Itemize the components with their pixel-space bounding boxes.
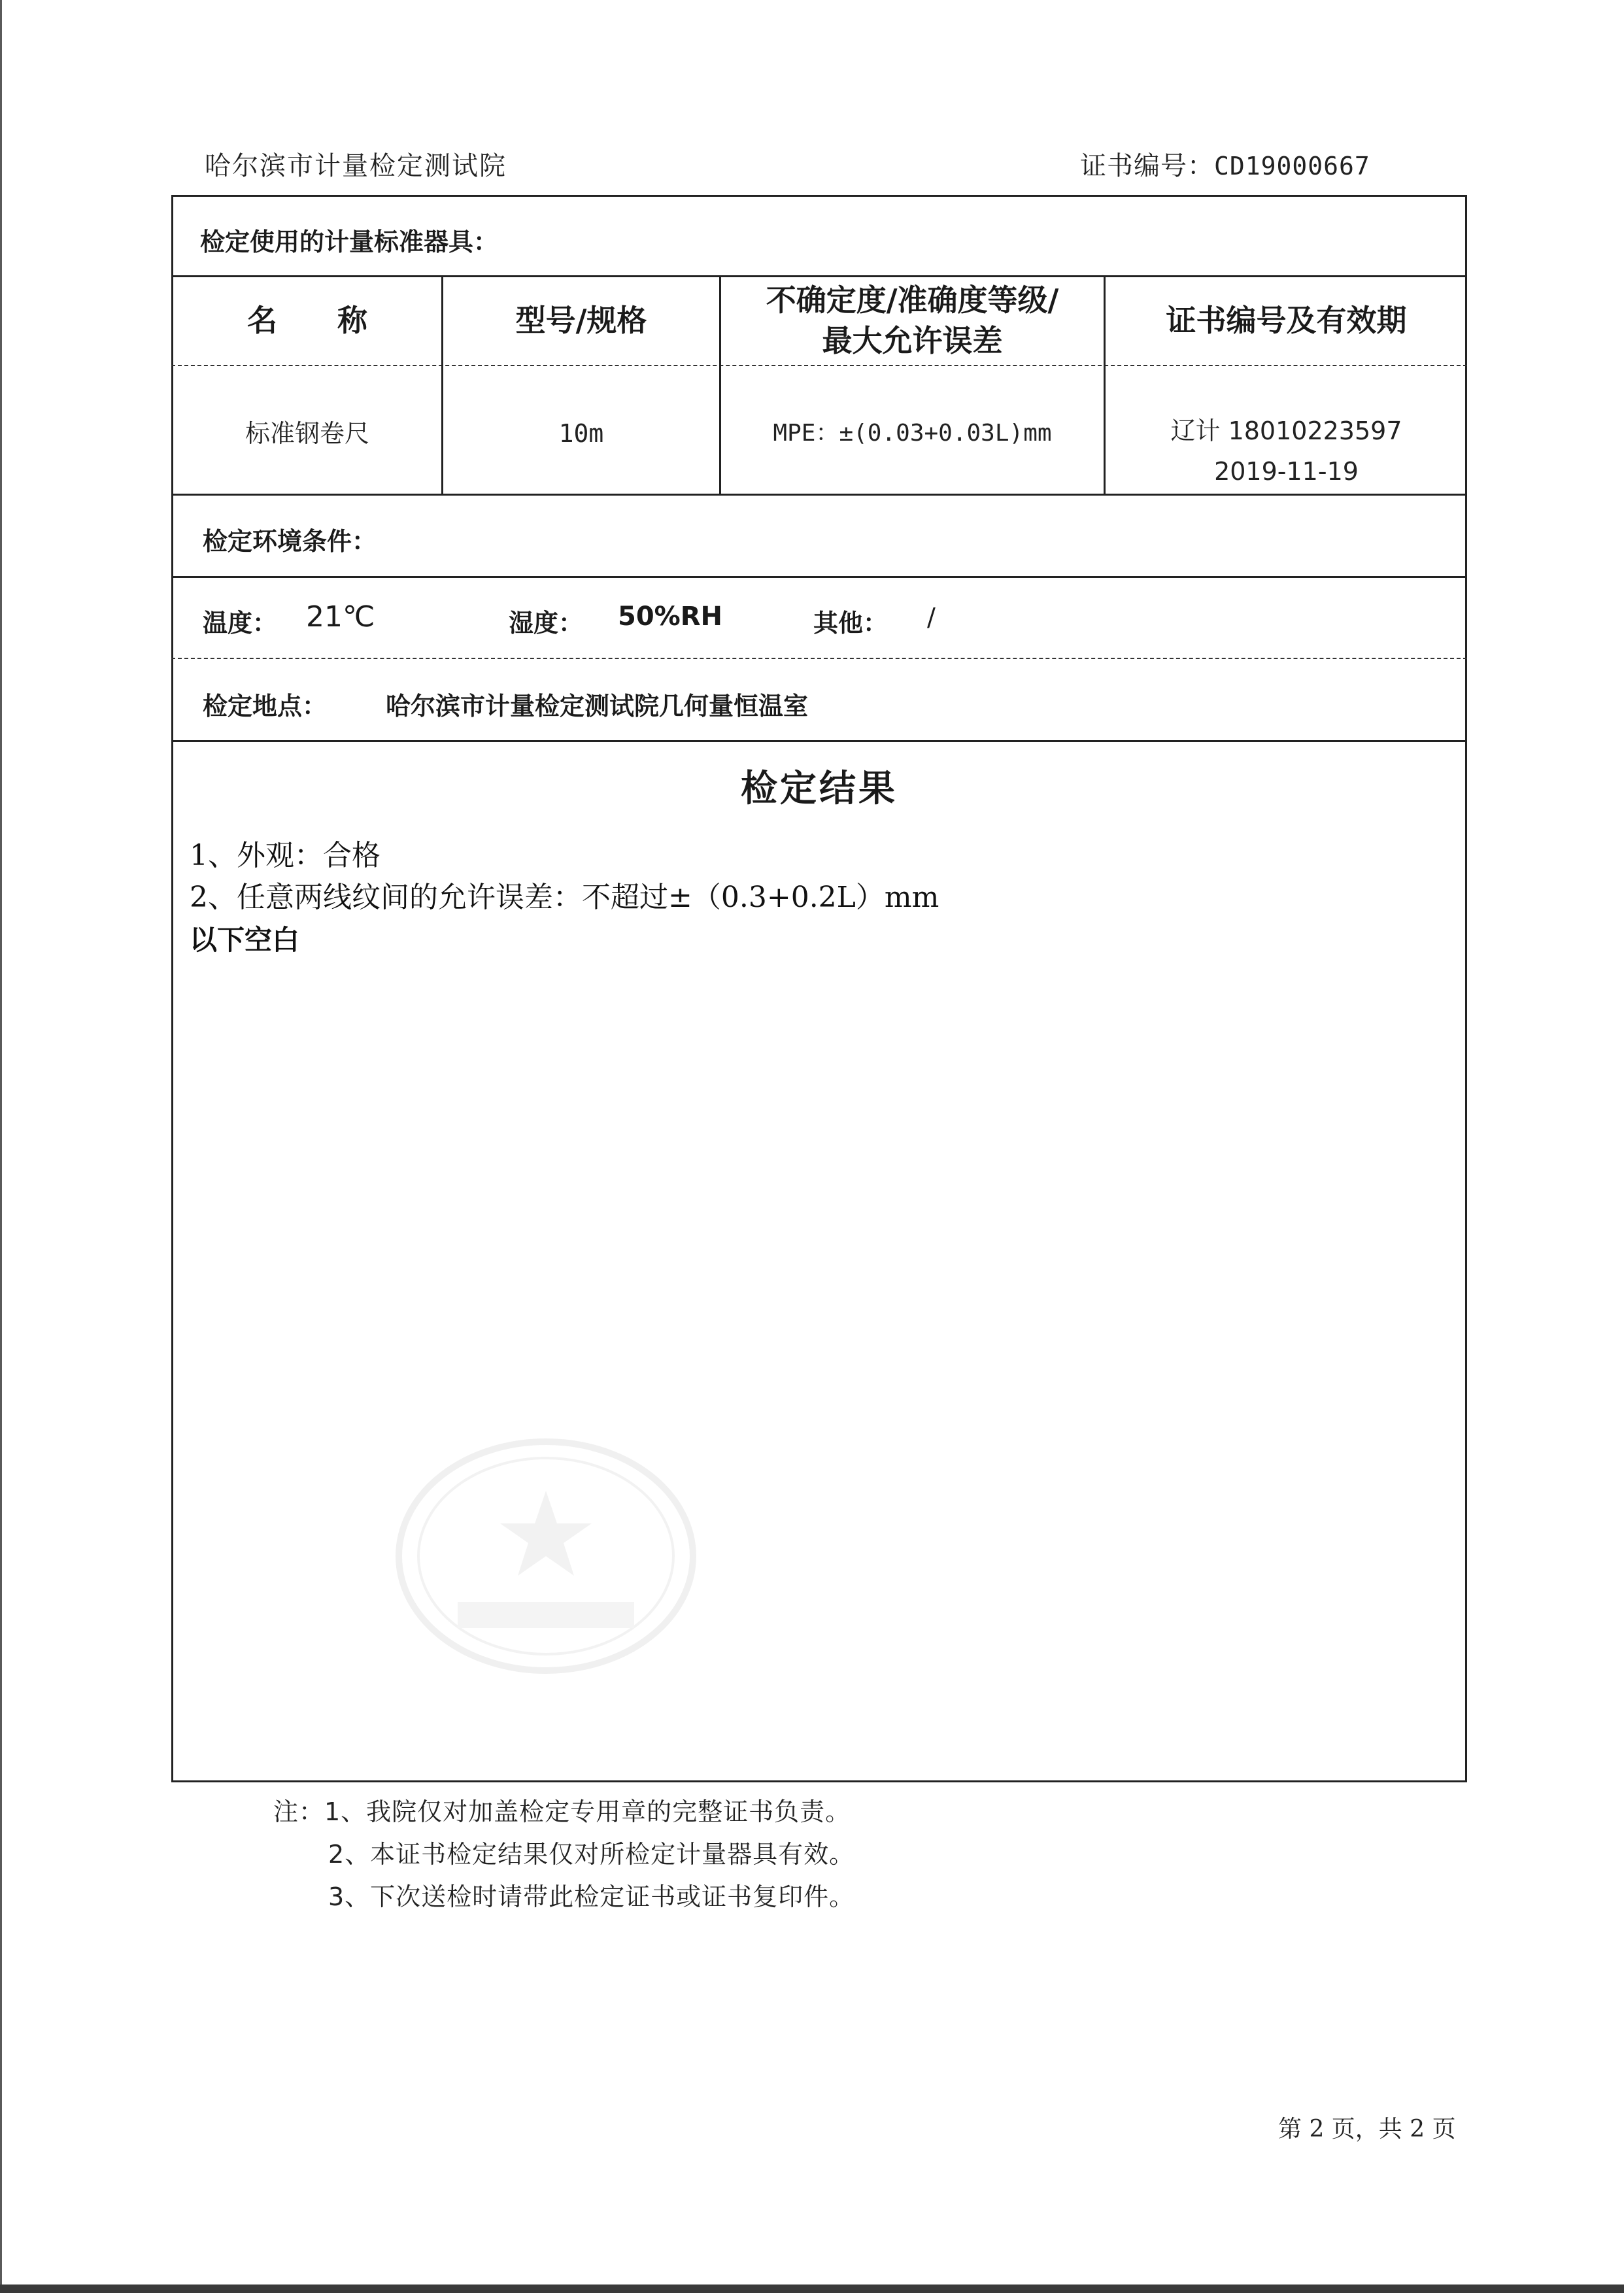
column-header-cert: 证书编号及有效期: [1166, 303, 1407, 338]
table-rule: [171, 740, 1467, 742]
column-header-model: 型号/规格: [515, 303, 647, 338]
org-name: 哈尔滨市计量检定测试院: [205, 151, 507, 181]
faded-seal-stamp: [386, 1432, 706, 1680]
standard-cert: 辽计 18010223597: [1170, 416, 1402, 445]
table-rule: [171, 365, 1467, 366]
table-rule: [171, 658, 1467, 659]
cert-number-value: CD19000667: [1214, 152, 1370, 180]
note-3: 3、下次送检时请带此检定证书或证书复印件。: [328, 1882, 855, 1911]
standards-section-label: 检定使用的计量标准器具：: [200, 228, 499, 256]
result-line-error: 2、任意两线纹间的允许误差：不超过±（0.3+0.2L）mm: [190, 881, 939, 914]
note-1: 注：1、我院仅对加盖检定专用章的完整证书负责。: [273, 1797, 851, 1826]
page-edge: [0, 0, 2, 2293]
table-rule: [171, 494, 1467, 496]
environment-section-label: 检定环境条件：: [203, 527, 377, 556]
humidity-label: 湿度：: [509, 609, 584, 637]
location-label: 检定地点：: [203, 692, 328, 721]
cert-number-label: 证书编号：: [1080, 151, 1214, 181]
table-rule: [171, 275, 1467, 277]
standard-model: 10m: [558, 419, 604, 448]
table-rule: [171, 576, 1467, 578]
column-header-name: 名 称: [247, 303, 367, 338]
cert-number: [1080, 145, 1370, 182]
other-value: /: [927, 603, 936, 632]
result-appearance: 1、外观：合格: [190, 839, 381, 872]
column-header-uncertainty: 不确定度/准确度等级/: [766, 282, 1059, 318]
page-edge: [0, 2285, 1624, 2293]
location-value: 哈尔滨市计量检定测试院几何量恒温室: [386, 692, 809, 721]
temperature-value: 21℃: [306, 600, 375, 634]
results-title: 检定结果: [741, 768, 898, 810]
standard-mpe: MPE：±(0.03+0.03L)mm: [773, 420, 1052, 447]
column-header-mpe: 最大允许误差: [822, 323, 1003, 358]
humidity-value: 50%RH: [618, 602, 723, 632]
note-2: 2、本证书检定结果仅对所检定计量器具有效。: [328, 1840, 855, 1869]
page-number: 第 2 页，共 2 页: [1278, 2116, 1456, 2143]
standard-name: 标准钢卷尺: [245, 419, 369, 448]
result-blank-marker: 以下空白: [190, 924, 300, 956]
standard-valid-date: 2019-11-19: [1214, 457, 1359, 486]
other-label: 其他：: [813, 609, 888, 637]
temperature-label: 温度：: [203, 609, 278, 637]
